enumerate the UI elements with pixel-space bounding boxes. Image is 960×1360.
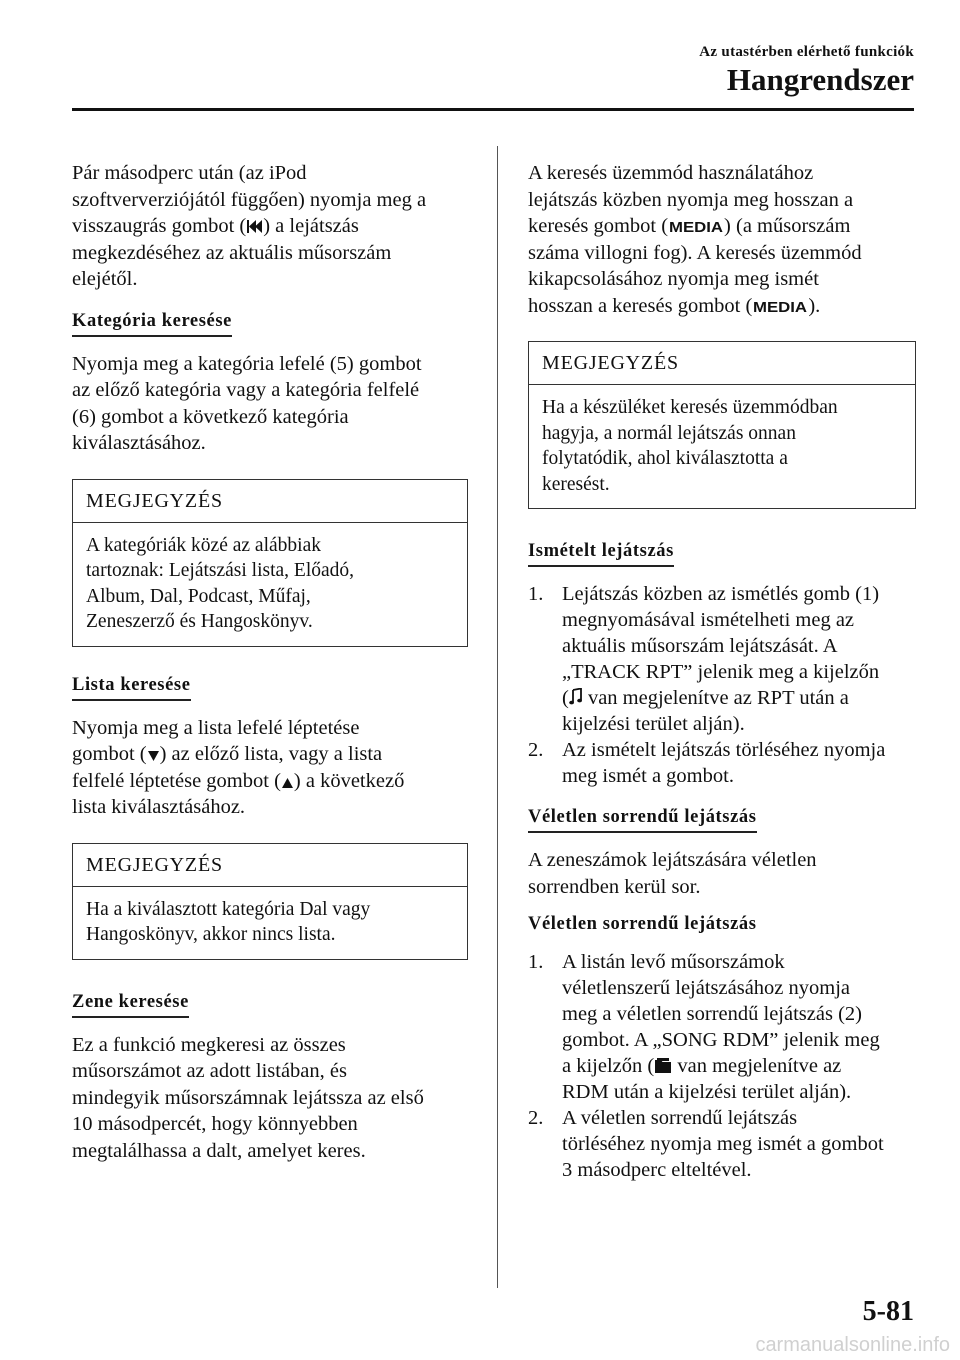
- heading-kategoria: Kategória keresése: [72, 311, 232, 337]
- list-item: 2. A véletlen sorrendű lejátszás törléséhez nyomja meg ismét a gombot 3 másodperc elteltével.: [528, 1107, 884, 1181]
- note-title: MEGJEGYZÉS: [73, 480, 467, 523]
- veletlen-paragraph: A zeneszámok lejátszására véletlen sorrendben kerül sor.: [528, 849, 817, 898]
- note-box-search: [528, 341, 916, 509]
- page-number: 5-81: [862, 1296, 914, 1327]
- header-subtitle: Az utastérben elérhető funkciók: [699, 44, 914, 60]
- note-box-list: [72, 843, 468, 960]
- note-title: MEGJEGYZÉS: [73, 844, 467, 887]
- note-box-categories: [72, 479, 468, 647]
- heading-zene: Zene keresése: [72, 992, 189, 1018]
- watermark: carmanualsonline.info: [755, 1334, 950, 1356]
- music-note-icon: [569, 688, 583, 706]
- heading-lista: Lista keresése: [72, 675, 191, 701]
- triangle-up-icon: [281, 776, 294, 789]
- media-button-icon: [752, 298, 808, 314]
- list-item: 1. Lejátszás közben az ismétlés gomb (1) megnyomásával ismételheti meg az aktuális műsorszám lejátszását. A „TRACK RPT” jelenik meg a kijelzőn ( van megjelenítve az RPT után a kijelzési terület alján).: [528, 583, 880, 735]
- list-item: 1. A listán levő műsorszámok véletlenszerű lejátszásához nyomja meg a véletlen sorrendű lejátszás (2) gombot. A „SONG RDM” jelenik meg a kijelzőn ( van megjelenítve az RDM után a kijelzési terület alján).: [528, 951, 880, 1103]
- note-title: MEGJEGYZÉS: [529, 342, 915, 385]
- search-mode-paragraph: A keresés üzemmód használatához lejátszás közben nyomja meg hosszan a keresés gombot ( MEDIA ) (a műsorszám száma villogni fog). A keresés üzemmód kikapcsolásához nyomja meg ismét hosszan a keresés gombot ( MEDIA ).: [528, 162, 862, 317]
- random-steps-list: [528, 949, 916, 1183]
- svg-text:MEDIA: MEDIA: [669, 219, 724, 234]
- note-body: Ha a kiválasztott kategória Dal vagy Hangoskönyv, akkor nincs lista.: [86, 898, 371, 945]
- svg-text:MEDIA: MEDIA: [753, 298, 808, 314]
- column-divider: [497, 146, 498, 1288]
- folder-icon: [654, 1057, 672, 1074]
- repeat-steps-list: [528, 581, 916, 789]
- subheading-veletlen: Véletlen sorrendű lejátszás: [528, 914, 757, 934]
- heading-ismetelt: Ismételt lejátszás: [528, 541, 674, 567]
- note-body: Ha a készüléket keresés üzemmódban hagyja, a normál lejátszás onnan folytatódik, ahol kiválasztotta a keresést.: [542, 397, 838, 495]
- lista-paragraph: Nyomja meg a lista lefelé léptetése gombot ( ) az előző lista, vagy a lista felfelé léptetése gombot ( ) a következő lista kiválasztásához.: [72, 716, 405, 818]
- list-item: 2. Az ismételt lejátszás törléséhez nyomja meg ismét a gombot.: [528, 739, 886, 787]
- kategoria-paragraph: Nyomja meg a kategória lefelé (5) gombot az előző kategória vagy a kategória felfelé (6) gombot a következő kategória kiválasztásához.: [72, 352, 422, 454]
- triangle-down-icon: [147, 749, 160, 762]
- note-body: A kategóriák közé az alábbiak tartoznak: Lejátszási lista, Előadó, Album, Dal, Podcast, Műfaj, Zeneszerző és Hangoskönyv.: [86, 534, 355, 632]
- zene-paragraph: Ez a funkció megkeresi az összes műsorszámot az adott listában, és mindegyik műsorszámnak lejátssza az első 10 másodpercét, hogy könnyebben megtalálhassa a dalt, amelyet keres.: [72, 1033, 424, 1162]
- left-column: [72, 160, 468, 1164]
- intro-paragraph: Pár másodperc után (az iPod szoftververziójától függően) nyomja meg a visszaugrás gombot ( ) a lejátszás megkezdéséhez az aktuális műsorszám elejétől.: [72, 162, 427, 290]
- header-rule: [72, 108, 914, 111]
- media-button-icon: [668, 218, 724, 234]
- heading-veletlen: Véletlen sorrendű lejátszás: [528, 807, 757, 833]
- right-column: [528, 160, 916, 1183]
- skip-back-icon: [246, 219, 263, 234]
- page-title: Hangrendszer: [726, 62, 914, 97]
